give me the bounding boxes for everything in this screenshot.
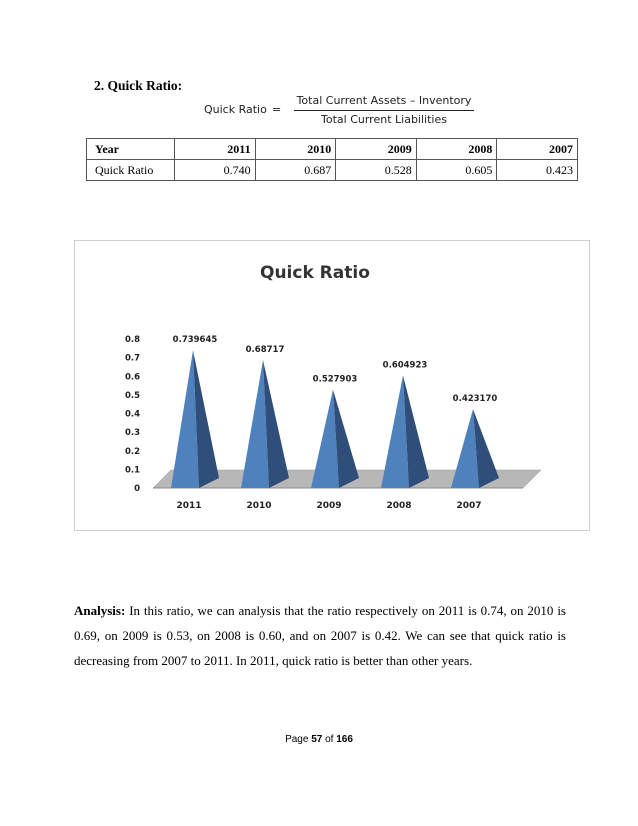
y-tick-label: 0.8	[124, 335, 140, 345]
data-label: 0.68717	[245, 345, 285, 356]
table-cell: 0.687	[255, 160, 336, 181]
x-tick-label: 2008	[386, 501, 412, 511]
chart-title: Quick Ratio	[260, 263, 370, 283]
table-cell: 0.423	[497, 160, 578, 181]
y-tick-label: 0.5	[124, 390, 140, 401]
page-footer	[0, 734, 638, 745]
x-tick-label: 2011	[176, 501, 202, 511]
data-label: 0.604923	[382, 360, 428, 371]
data-label: 0.739645	[172, 335, 218, 346]
fraction-bar	[294, 110, 474, 111]
footer-page-number: 57	[311, 734, 323, 745]
table-header-row	[87, 139, 578, 160]
table-header-cell: 2009	[336, 139, 417, 160]
y-tick-label: 0.7	[124, 353, 140, 364]
y-tick-label: 0.3	[124, 428, 140, 439]
analysis-label: Analysis:	[74, 603, 126, 618]
table-cell: 0.605	[416, 160, 497, 181]
formula-numerator: Total Current Assets – Inventory	[296, 94, 472, 107]
table-header-cell: 2011	[175, 139, 256, 160]
quick-ratio-formula	[204, 94, 494, 128]
analysis-text-1: In this ratio, we can analysis that the ratio respectively on 2011 is 0.74, on 2010 is	[129, 603, 566, 618]
x-tick-label: 2010	[246, 501, 272, 511]
footer-middle: of	[322, 734, 337, 745]
formula-lhs: Quick Ratio	[204, 103, 267, 116]
footer-page-total: 166	[336, 734, 353, 745]
x-tick-label: 2009	[316, 501, 342, 511]
formula-equals: =	[272, 103, 282, 116]
table-cell: Quick Ratio	[87, 160, 175, 181]
table-row	[87, 160, 578, 181]
footer-prefix: Page	[285, 734, 312, 745]
y-tick-label: 0	[134, 484, 140, 494]
y-tick-label: 0.4	[124, 409, 140, 420]
chart-svg	[75, 241, 589, 530]
quick-ratio-chart	[74, 240, 590, 531]
analysis-line-2: 0.69, on 2009 is 0.53, on 2008 is 0.60, and on 2007 is 0.42. We can see that quick ratio is	[74, 628, 566, 643]
y-tick-label: 0.6	[124, 372, 140, 383]
table-header-cell: Year	[87, 139, 175, 160]
analysis-paragraph	[74, 598, 566, 673]
y-tick-label: 0.1	[124, 465, 140, 476]
quick-ratio-table	[86, 138, 578, 181]
formula-denominator: Total Current Liabilities	[321, 113, 447, 126]
section-heading: 2. Quick Ratio:	[94, 78, 183, 93]
data-label: 0.527903	[312, 374, 358, 385]
table-header-cell: 2008	[416, 139, 497, 160]
analysis-line-1	[74, 598, 566, 623]
table-header-cell: 2010	[255, 139, 336, 160]
x-tick-label: 2007	[456, 501, 482, 511]
table-header-cell: 2007	[497, 139, 578, 160]
analysis-line-3: decreasing from 2007 to 2011. In 2011, quick ratio is better than other years.	[74, 653, 473, 668]
table-cell: 0.528	[336, 160, 417, 181]
table-cell: 0.740	[175, 160, 256, 181]
y-tick-label: 0.2	[124, 446, 140, 457]
data-label: 0.423170	[452, 394, 498, 405]
